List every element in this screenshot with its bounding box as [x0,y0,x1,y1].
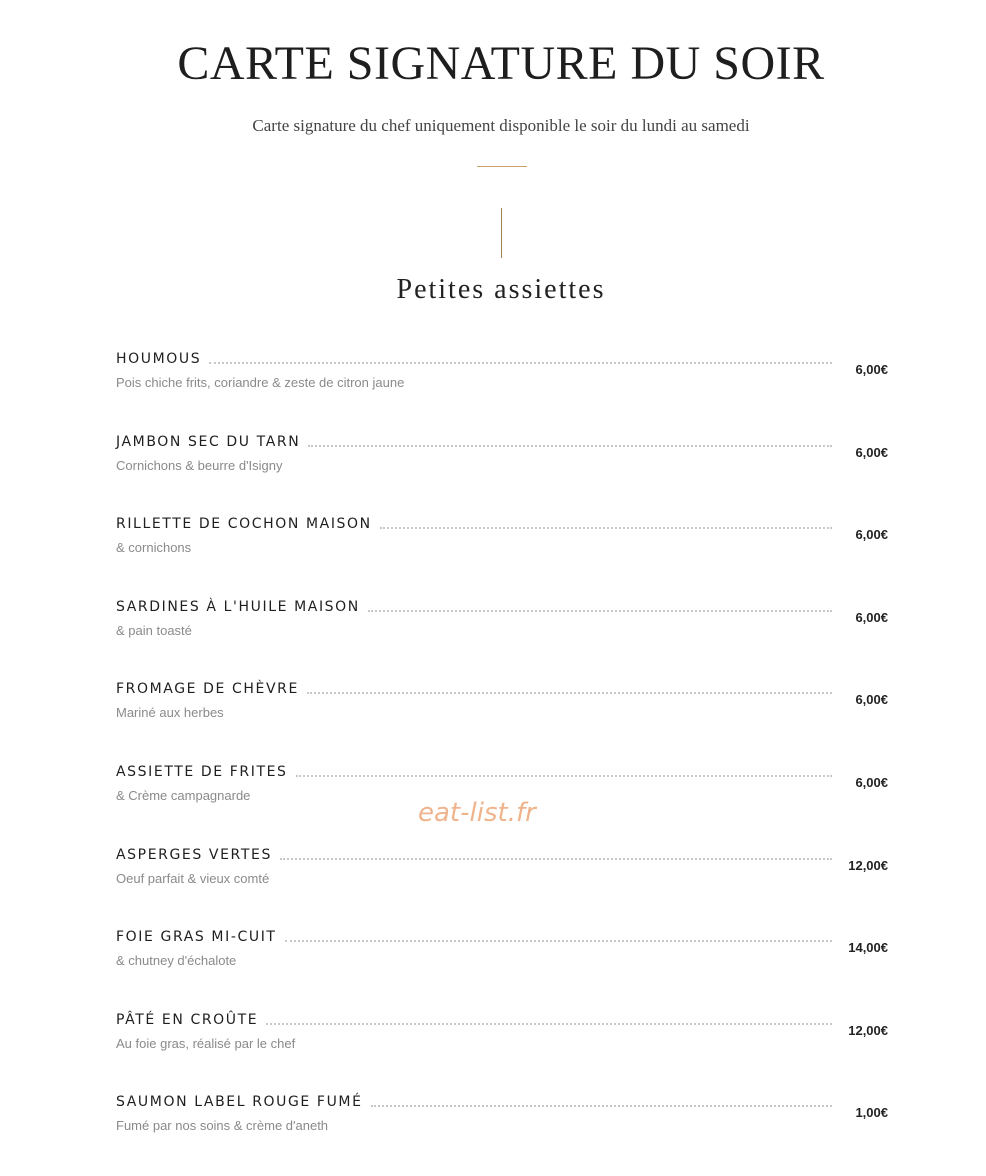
menu-item-description: Cornichons & beurre d'Isigny [116,457,283,473]
menu-item-name: HOUMOUS [116,351,202,367]
menu-item [116,846,888,929]
menu-item [116,515,888,598]
menu-item-description: & chutney d'échalote [116,953,237,969]
menu-item [116,598,888,681]
menu-item-price: 6,00€ [855,362,888,377]
menu-item-price: 6,00€ [855,444,888,460]
menu-item-price: 12,00€ [848,857,888,873]
menu-item-name: PÂTÉ EN CROÛTE [116,1011,259,1028]
menu-item [116,350,888,433]
menu-item-description: Mariné aux herbes [116,705,224,721]
menu-item-price: 1,00€ [855,1105,888,1121]
menu-item [116,1011,888,1094]
dotted-leader [368,610,832,612]
menu-item-name: JAMBON SEC DU TARN [116,433,301,450]
menu-item-name: SARDINES À L'HUILE MAISON [116,598,360,615]
menu-item-price: 6,00€ [855,609,888,625]
page-subtitle: Carte signature du chef uniquement disponible le soir du lundi au samedi [252,116,750,135]
dotted-leader [280,858,832,860]
page-title: CARTE SIGNATURE DU SOIR [177,37,825,90]
menu-item-description: & Crème campagnarde [116,787,251,803]
menu-item-price: 6,00€ [855,774,888,790]
menu-item-name: RILLETTE DE COCHON MAISON [116,516,372,533]
dotted-leader [308,445,832,447]
menu-item-price: 6,00€ [855,692,888,708]
gold-divider [477,166,527,167]
dotted-leader [266,1023,832,1025]
watermark: eat-list.fr [418,798,536,828]
dotted-leader [371,1105,832,1107]
menu-item-description: Fumé par nos soins & crème d'aneth [116,1118,329,1134]
gold-vertical-line [501,208,502,258]
menu-item [116,433,888,516]
menu-list [116,350,888,1176]
dotted-leader [285,940,832,942]
dotted-leader [296,775,832,777]
menu-item-name: ASSIETTE DE FRITES [116,763,288,780]
menu-item-price: 12,00€ [848,1022,888,1038]
menu-item [116,680,888,763]
menu-item [116,928,888,1011]
menu-item-price: 6,00€ [855,527,888,543]
menu-item-description: & pain toasté [116,622,192,638]
menu-item-name: FOIE GRAS MI-CUIT [116,929,277,946]
menu-item-name: ASPERGES VERTES [116,846,272,863]
dotted-leader [209,362,832,364]
menu-item-description: & cornichons [116,540,192,556]
menu-item-name: FROMAGE DE CHÈVRE [116,681,299,698]
menu-item-name: SAUMON LABEL ROUGE FUMÉ [116,1094,363,1111]
dotted-leader [307,692,832,694]
menu-item-price: 14,00€ [848,940,888,956]
menu-item-description: Pois chiche frits, coriandre & zeste de citron jaune [116,375,405,390]
menu-item-description: Au foie gras, réalisé par le chef [116,1035,296,1051]
dotted-leader [380,527,832,529]
menu-item [116,1093,888,1176]
menu-item-description: Oeuf parfait & vieux comté [116,870,270,886]
section-title: Petites assiettes [396,274,606,305]
